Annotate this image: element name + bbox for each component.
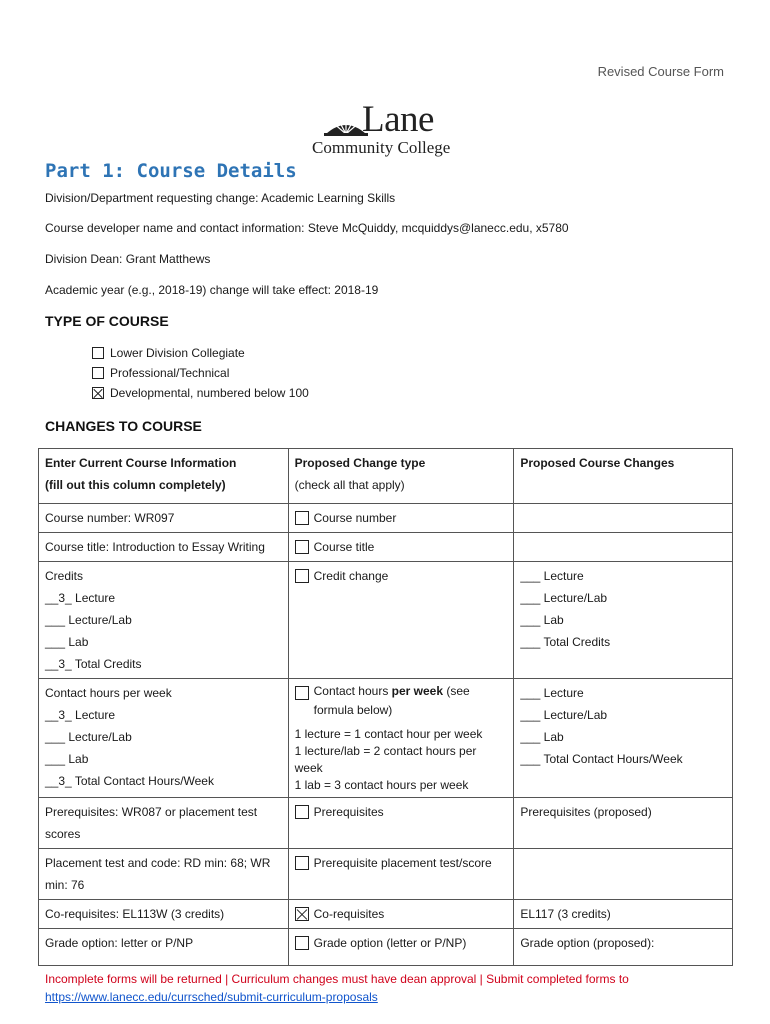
proposed-total-credits: ___ Total Credits xyxy=(520,635,611,649)
change-prerequisites[interactable] xyxy=(295,801,508,823)
proposed-lecture-lab: ___ Lecture/Lab xyxy=(520,708,608,722)
current-contact-lab: ___ Lab xyxy=(45,752,89,766)
submit-proposals-link[interactable]: https://www.lanecc.edu/currsched/submit-curriculum-proposals xyxy=(45,990,378,1004)
change-label: Grade option (letter or P/NP) xyxy=(313,936,467,950)
current-contact-lecture-lab: ___ Lecture/Lab xyxy=(45,730,132,744)
current-credits-label: Credits xyxy=(45,569,84,583)
checkbox[interactable] xyxy=(295,686,309,700)
formula-lab: 1 lab = 3 contact hours per week xyxy=(294,778,469,792)
option-developmental[interactable] xyxy=(92,386,309,400)
current-prerequisites: Prerequisites: WR087 or placement test scores xyxy=(39,798,289,849)
change-contact-hours[interactable] xyxy=(295,682,508,720)
proposed-prerequisites[interactable]: Prerequisites (proposed) xyxy=(514,798,733,849)
checkbox[interactable] xyxy=(295,569,309,583)
option-label: Developmental, numbered below 100 xyxy=(110,386,309,400)
col-current-header: Enter Current Course Information xyxy=(45,456,237,470)
form-label: Revised Course Form xyxy=(597,64,724,79)
current-course-title: Course title: Introduction to Essay Writing xyxy=(39,533,289,562)
table-row xyxy=(39,679,733,798)
change-label: Co-requisites xyxy=(313,907,385,921)
change-grade-option[interactable] xyxy=(295,932,508,954)
table-row xyxy=(39,929,733,966)
dean-line: Division Dean: Grant Matthews xyxy=(45,252,211,266)
proposed-lab: ___ Lab xyxy=(520,730,564,744)
current-credits-total: __3_ Total Credits xyxy=(45,657,142,671)
current-contact-total: __3_ Total Contact Hours/Week xyxy=(45,774,214,788)
checkbox[interactable] xyxy=(92,387,104,399)
proposed-lecture: ___ Lecture xyxy=(520,686,584,700)
option-professional-technical[interactable] xyxy=(92,366,229,380)
checkbox[interactable] xyxy=(295,511,309,525)
proposed-credits[interactable] xyxy=(514,562,733,679)
logo-word-lane: Lane xyxy=(362,99,434,140)
footer-text: Incomplete forms will be returned | Curriculum changes must have dean approval | Submit completed forms to xyxy=(45,972,629,986)
part-title: Part 1: Course Details xyxy=(45,160,297,182)
col-current-subheader: (fill out this column completely) xyxy=(45,478,226,492)
lane-logo xyxy=(310,100,470,162)
proposed-corequisites[interactable]: EL117 (3 credits) xyxy=(514,900,733,929)
col-change-type-header: Proposed Change type xyxy=(294,456,426,470)
change-label: Credit change xyxy=(313,569,389,583)
change-credit[interactable] xyxy=(295,565,508,587)
proposed-lecture-lab: ___ Lecture/Lab xyxy=(520,591,608,605)
checkbox[interactable] xyxy=(295,936,309,950)
checkbox[interactable] xyxy=(295,907,309,921)
proposed-cell[interactable] xyxy=(514,533,733,562)
table-row xyxy=(39,504,733,533)
changes-table xyxy=(38,448,733,966)
change-label: Course title xyxy=(313,540,375,554)
change-label: Prerequisites xyxy=(313,805,384,819)
change-corequisites[interactable] xyxy=(295,903,508,925)
proposed-contact[interactable] xyxy=(514,679,733,798)
option-label: Lower Division Collegiate xyxy=(110,346,245,360)
logo-word-community-college: Community College xyxy=(312,138,451,157)
current-contact-label: Contact hours per week xyxy=(45,686,172,700)
change-label: Prerequisite placement test/score xyxy=(313,856,492,870)
table-row xyxy=(39,798,733,849)
changes-to-course-heading: CHANGES TO COURSE xyxy=(45,418,202,434)
academic-year-line: Academic year (e.g., 2018-19) change will take effect: 2018-19 xyxy=(45,283,379,297)
change-placement[interactable] xyxy=(295,852,508,874)
current-placement: Placement test and code: RD min: 68; WR min: 76 xyxy=(39,849,289,900)
checkbox[interactable] xyxy=(295,540,309,554)
table-row xyxy=(39,900,733,929)
proposed-cell[interactable] xyxy=(514,504,733,533)
proposed-cell[interactable] xyxy=(514,849,733,900)
change-course-number[interactable] xyxy=(295,507,508,529)
col-proposed-header: Proposed Course Changes xyxy=(520,456,675,470)
option-lower-division[interactable] xyxy=(92,346,245,360)
proposed-total-contact: ___ Total Contact Hours/Week xyxy=(520,752,683,766)
footer-notice xyxy=(45,970,735,1006)
table-row xyxy=(39,533,733,562)
change-course-title[interactable] xyxy=(295,536,508,558)
proposed-lecture: ___ Lecture xyxy=(520,569,584,583)
current-credits-lecture: __3_ Lecture xyxy=(45,591,116,605)
col-change-type-subheader: (check all that apply) xyxy=(294,478,405,492)
current-grade-option: Grade option: letter or P/NP xyxy=(39,929,289,966)
change-label: Contact hours per week (see formula below) xyxy=(313,684,470,717)
table-row xyxy=(39,562,733,679)
formula-lecture: 1 lecture = 1 contact hour per week xyxy=(294,727,483,741)
change-label: Course number xyxy=(313,511,397,525)
developer-line: Course developer name and contact information: Steve McQuiddy, mcquiddys@lanecc.edu, x5780 xyxy=(45,221,569,235)
checkbox[interactable] xyxy=(92,347,104,359)
division-line: Division/Department requesting change: Academic Learning Skills xyxy=(45,191,396,205)
proposed-lab: ___ Lab xyxy=(520,613,564,627)
checkbox[interactable] xyxy=(295,856,309,870)
table-header-row xyxy=(39,449,733,504)
contact-formula xyxy=(295,726,508,794)
option-label: Professional/Technical xyxy=(110,366,230,380)
current-course-number: Course number: WR097 xyxy=(39,504,289,533)
current-credits-lab: ___ Lab xyxy=(45,635,89,649)
current-contact-lecture: __3_ Lecture xyxy=(45,708,116,722)
checkbox[interactable] xyxy=(92,367,104,379)
current-credits-lecture-lab: ___ Lecture/Lab xyxy=(45,613,132,627)
checkbox[interactable] xyxy=(295,805,309,819)
type-of-course-heading: TYPE OF COURSE xyxy=(45,313,169,329)
current-corequisites: Co-requisites: EL113W (3 credits) xyxy=(39,900,289,929)
proposed-grade-option[interactable]: Grade option (proposed): xyxy=(514,929,733,966)
table-row xyxy=(39,849,733,900)
formula-lecture-lab: 1 lecture/lab = 2 contact hours per week xyxy=(294,744,477,775)
